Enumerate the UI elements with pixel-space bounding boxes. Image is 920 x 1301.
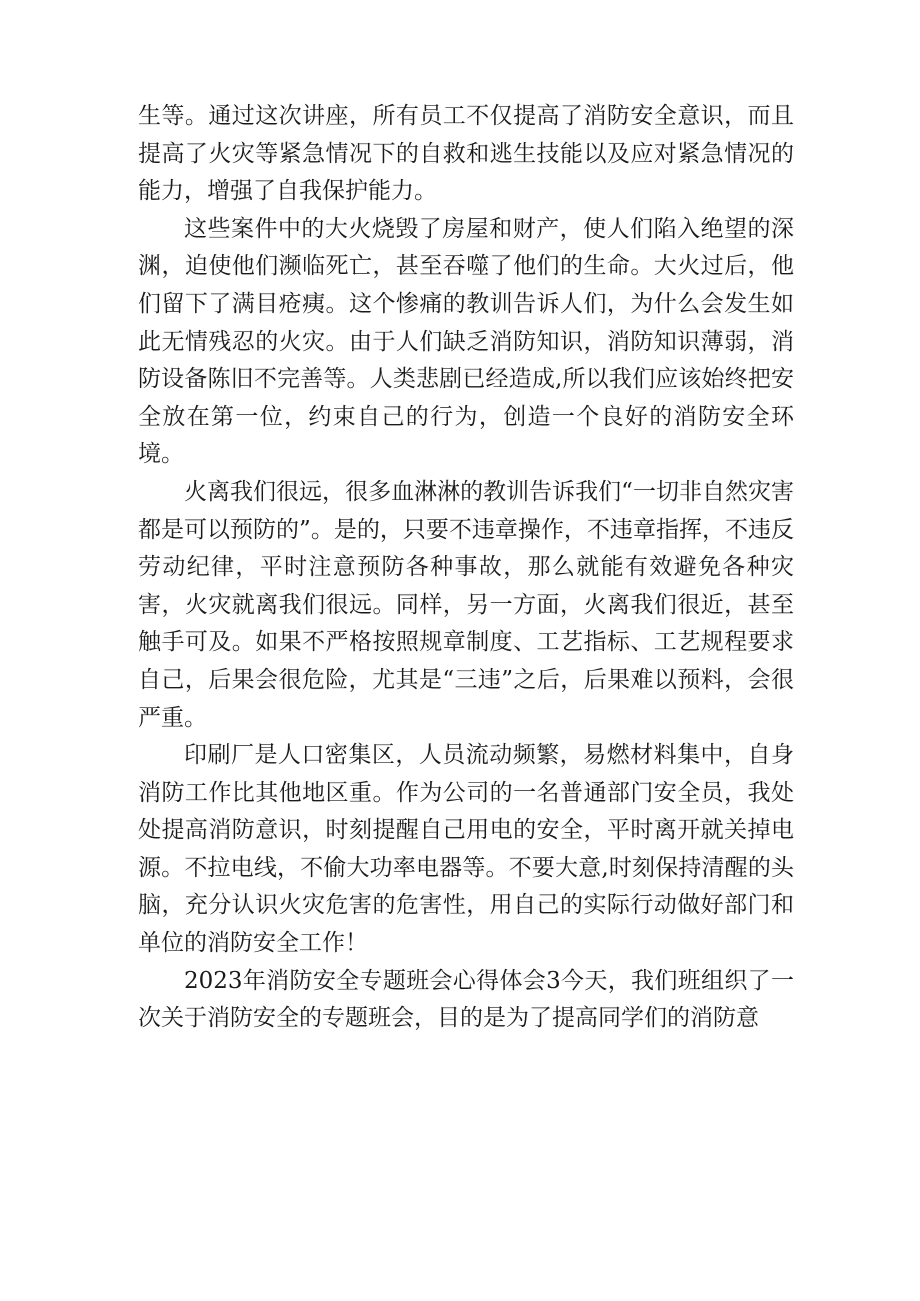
document-body — [138, 98, 794, 1038]
paragraph-4: 印刷厂是人口密集区，人员流动频繁，易燃材料集中，自身消防工作比其他地区重。作为公司的一名普通部门安全员，我处处提高消防意识，时刻提醒自己用电的安全，平时离开就关掉电源。不拉电线，不偷大功率电器等。不要大意,时刻保持清醒的头脑，充分认识火灾危害的危害性，用自己的实际行动做好部门和单位的消防安全工作！ — [138, 742, 794, 957]
paragraph-5: 2023年消防安全专题班会心得体会3今天，我们班组织了一次关于消防安全的专题班会，目的是为了提高同学们的消防意 — [138, 967, 794, 1032]
paragraph-3: 火离我们很远，很多血淋淋的教训告诉我们“一切非自然灾害都是可以预防的”。是的，只要不违章操作，不违章指挥，不违反劳动纪律，平时注意预防各种事故，那么就能有效避免各种灾害，火灾就离我们很远。同样，另一方面，火离我们很近，甚至触手可及。如果不严格按照规章制度、工艺指标、工艺规程要求自己，后果会很危险，尤其是“三违”之后，后果难以预料，会很严重。 — [138, 478, 794, 731]
paragraph-1: 生等。通过这次讲座，所有员工不仅提高了消防安全意识，而且提高了火灾等紧急情况下的自救和逃生技能以及应对紧急情况的能力，增强了自我保护能力。 — [138, 103, 794, 205]
paragraph-2: 这些案件中的大火烧毁了房屋和财产，使人们陷入绝望的深渊，迫使他们濒临死亡，甚至吞噬了他们的生命。大火过后，他们留下了满目疮痍。这个惨痛的教训告诉人们，为什么会发生如此无情残忍的火灾。由于人们缺乏消防知识，消防知识薄弱，消防设备陈旧不完善等。人类悲剧已经造成,所以我们应该始终把安全放在第一位，约束自己的行为，创造一个良好的消防安全环境。 — [138, 215, 794, 468]
